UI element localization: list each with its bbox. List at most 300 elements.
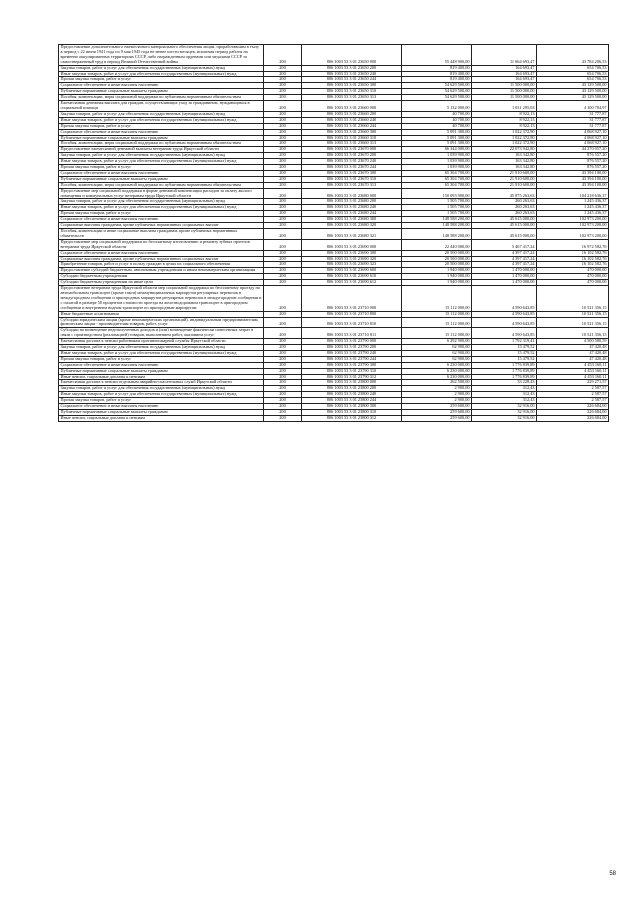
row-budget-code: 806 1003 53 3 01 23690 000 [302, 239, 402, 250]
row-remaining-amount: 31 777,87 [537, 117, 609, 123]
row-code: 200 [264, 392, 302, 398]
row-name: Иные закупки товаров, работ и услуг для обеспечения государственных (муниципальных) нужд [59, 117, 264, 123]
row-code: 200 [264, 398, 302, 404]
table-row [59, 65, 609, 71]
row-executed-amount: 1 031 295,03 [472, 101, 537, 112]
row-name: Пособия, компенсации, меры социальной поддержки по публичным нормативным обязательствам [59, 182, 264, 188]
row-budget-code: 806 1003 53 3 01 23800 244 [302, 398, 402, 404]
row-executed-amount: 4 590 643,85 [472, 317, 537, 328]
row-remaining-amount: 43 394 100,00 [537, 176, 609, 182]
row-code: 200 [264, 374, 302, 380]
row-executed-amount: 4 397 417,24 [472, 250, 537, 256]
row-budget-code: 806 1003 53 3 01 23680 244 [302, 211, 402, 217]
table-row [59, 135, 609, 141]
row-code: 200 [264, 123, 302, 129]
table-row [59, 380, 609, 386]
row-remaining-amount: 10 521 356,15 [537, 286, 609, 312]
row-executed-amount: 33 228,43 [472, 380, 537, 386]
row-executed-amount: 22 073 942,80 [472, 147, 537, 153]
row-approved-amount: 62 900,00 [402, 356, 472, 362]
row-name: Социальное обеспечение и иные выплаты населению [59, 83, 264, 89]
row-name: Иные закупки товаров, работ и услуг для обеспечения государственных (муниципальных) нужд [59, 350, 264, 356]
row-executed-amount: 21 910 600,00 [472, 176, 537, 182]
page-number: 58 [609, 871, 616, 877]
row-code: 200 [264, 404, 302, 410]
row-remaining-amount: 10 521 356,15 [537, 311, 609, 317]
table-row [59, 362, 609, 368]
row-approved-amount: 1 940 000,00 [402, 274, 472, 280]
row-code: 200 [264, 159, 302, 165]
row-approved-amount: 5 091 300,00 [402, 129, 472, 135]
row-executed-amount: 1 470 000,00 [472, 274, 537, 280]
row-remaining-amount: 876 557,20 [537, 159, 609, 165]
row-executed-amount: 163 342,80 [472, 159, 537, 165]
row-name: Пособия, компенсации, меры социальной поддержки по публичным нормативным обязательствам [59, 95, 264, 101]
table-row [59, 410, 609, 416]
row-executed-amount: 45 615 000,00 [472, 229, 537, 240]
table-row [59, 159, 609, 165]
row-code: 200 [264, 147, 302, 153]
row-executed-amount: 260 263,63 [472, 211, 537, 217]
row-executed-amount: 15 479,52 [472, 350, 537, 356]
row-budget-code: 806 1003 53 3 01 23790 300 [302, 362, 402, 368]
row-code: 200 [264, 328, 302, 339]
table-row [59, 89, 609, 95]
row-approved-amount: 148 588 200,00 [402, 229, 472, 240]
row-budget-code: 806 1003 53 3 01 23650 200 [302, 65, 402, 71]
row-executed-amount: 1 470 000,00 [472, 268, 537, 274]
row-name: Предоставление субсидий бюджетным, автономным учреждениям и иным некоммерческим организациям [59, 268, 264, 274]
row-remaining-amount: 16 102 582,76 [537, 262, 609, 268]
row-approved-amount: 54 629 500,00 [402, 83, 472, 89]
row-name: Публичные нормативные социальные выплаты гражданам [59, 176, 264, 182]
table-row [59, 374, 609, 380]
row-budget-code: 806 1003 53 3 01 23680 000 [302, 188, 402, 199]
row-remaining-amount: 229 271,57 [537, 380, 609, 386]
table-row [59, 83, 609, 89]
row-approved-amount: 1 505 700,00 [402, 211, 472, 217]
row-name: Предоставление ежемесячной денежной выплаты ветеранам труда Иркутской области [59, 147, 264, 153]
table-row [59, 176, 609, 182]
row-budget-code: 806 1003 53 3 01 23680 321 [302, 229, 402, 240]
row-budget-code: 806 1003 53 3 01 23670 200 [302, 153, 402, 159]
row-remaining-amount: 4 453 160,11 [537, 374, 609, 380]
row-approved-amount: 148 588 200,00 [402, 223, 472, 229]
row-name: Субсидии бюджетным учреждениям на иные цели [59, 280, 264, 286]
table-row [59, 223, 609, 229]
row-budget-code: 806 1003 53 3 01 23660 000 [302, 101, 402, 112]
table-row [59, 111, 609, 117]
row-code: 200 [264, 311, 302, 317]
table-row [59, 286, 609, 312]
row-code: 200 [264, 410, 302, 416]
table-row [59, 153, 609, 159]
row-name: Закупка товаров, работ и услуг для обеспечения государственных (муниципальных) нужд [59, 199, 264, 205]
row-executed-amount: 312,43 [472, 398, 537, 404]
row-budget-code: 806 1003 53 3 01 23790 000 [302, 339, 402, 345]
row-executed-amount: 8 922,13 [472, 117, 537, 123]
row-name: Иные бюджетные ассигнования [59, 311, 264, 317]
row-remaining-amount: 4 100 704,97 [537, 101, 609, 112]
row-budget-code: 806 1003 53 3 01 23800 000 [302, 380, 402, 386]
row-budget-code: 806 1003 53 3 01 23670 244 [302, 165, 402, 171]
row-approved-amount: 15 112 000,00 [402, 328, 472, 339]
table-row [59, 129, 609, 135]
row-code: 200 [264, 199, 302, 205]
budget-table [58, 44, 609, 422]
row-approved-amount: 819 400,00 [402, 65, 472, 71]
row-code: 200 [264, 380, 302, 386]
row-code: 200 [264, 350, 302, 356]
row-name: Закупка товаров, работ и услуг для обеспечения государственных (муниципальных) нужд [59, 386, 264, 392]
row-remaining-amount: 1 245 436,37 [537, 199, 609, 205]
row-executed-amount: 5 467 417,24 [472, 239, 537, 250]
row-executed-amount: 11 500 000,00 [472, 89, 537, 95]
row-approved-amount: 6 230 000,00 [402, 374, 472, 380]
table-row [59, 392, 609, 398]
table-row [59, 95, 609, 101]
row-budget-code: 806 1003 53 3 01 23710 811 [302, 328, 402, 339]
row-code: 200 [264, 211, 302, 217]
table-row [59, 182, 609, 188]
row-budget-code: 806 1003 53 3 01 23690 320 [302, 256, 402, 262]
row-code: 200 [264, 217, 302, 223]
row-budget-code: 806 1003 53 3 01 23660 300 [302, 129, 402, 135]
row-remaining-amount: 226 684,00 [537, 404, 609, 410]
row-approved-amount: 40 700,00 [402, 117, 472, 123]
row-code: 200 [264, 65, 302, 71]
row-remaining-amount: 226 684,00 [537, 415, 609, 421]
row-executed-amount: 11 664 693,47 [472, 45, 537, 66]
row-code: 200 [264, 317, 302, 328]
row-code: 200 [264, 415, 302, 421]
row-executed-amount: 1 022 372,90 [472, 135, 537, 141]
table-row [59, 368, 609, 374]
row-budget-code: 806 1003 53 3 01 23790 200 [302, 345, 402, 351]
row-budget-code: 806 1003 53 3 01 23690 300 [302, 250, 402, 256]
row-name: Субсидии бюджетным учреждениям [59, 274, 264, 280]
row-remaining-amount: 102 973 200,00 [537, 217, 609, 223]
row-approved-amount: 40 700,00 [402, 123, 472, 129]
row-code: 200 [264, 83, 302, 89]
row-approved-amount: 259 600,00 [402, 415, 472, 421]
row-code: 200 [264, 362, 302, 368]
row-executed-amount: 11 500 000,00 [472, 95, 537, 101]
row-approved-amount: 1 940 000,00 [402, 280, 472, 286]
row-name: Предоставление дополнительного ежемесячного материального обеспечения лицам, проработавшим в тылу в период с 22 июня 1941 года по 9 мая 1945 года не менее шести месяцев, исключая период работы на временно оккупированных территориях СССР, либо награжденным орденами или медалями СССР за самоотверженный труд в период Великой Отечественной войны [59, 45, 264, 66]
row-code: 200 [264, 89, 302, 95]
table-row [59, 229, 609, 240]
row-remaining-amount: 16 972 582,76 [537, 239, 609, 250]
row-name: Прочая закупка товаров, работ и услуг [59, 398, 264, 404]
row-remaining-amount: 470 000,00 [537, 268, 609, 274]
row-budget-code: 806 1003 53 3 01 23650 300 [302, 83, 402, 89]
row-approved-amount: 15 112 000,00 [402, 311, 472, 317]
row-budget-code: 806 1003 53 3 01 23670 000 [302, 147, 402, 153]
row-budget-code: 806 1003 53 3 01 23800 312 [302, 415, 402, 421]
row-remaining-amount: 43 129 500,00 [537, 83, 609, 89]
row-approved-amount: 819 400,00 [402, 71, 472, 77]
row-executed-amount: 1 776 839,89 [472, 374, 537, 380]
row-remaining-amount: 31 777,87 [537, 123, 609, 129]
row-budget-code: 806 1003 53 3 01 23790 310 [302, 368, 402, 374]
row-code: 200 [264, 141, 302, 147]
row-executed-amount: 312,43 [472, 386, 537, 392]
row-code: 200 [264, 205, 302, 211]
table-row [59, 386, 609, 392]
table-row [59, 350, 609, 356]
row-remaining-amount: 43 394 100,00 [537, 182, 609, 188]
row-executed-amount: 260 263,63 [472, 205, 537, 211]
row-remaining-amount: 102 973 200,00 [537, 229, 609, 240]
table-row [59, 262, 609, 268]
row-code: 200 [264, 71, 302, 77]
row-name: Предоставление мер социальной поддержки в форме денежной компенсации расходов за оплату жилого помещения и коммунальных услуг ветеранам труда Иркутской области [59, 188, 264, 199]
row-approved-amount: 54 629 500,00 [402, 89, 472, 95]
row-name: Ежемесячная денежная выплата для граждан, осуществляющих уход за гражданином, нуждающимся в социальной помощи [59, 101, 264, 112]
row-name: Социальные выплаты гражданам, кроме публичных нормативных социальных выплат [59, 223, 264, 229]
row-remaining-amount: 876 557,20 [537, 165, 609, 171]
row-code: 200 [264, 77, 302, 83]
row-code: 200 [264, 239, 302, 250]
row-remaining-amount: 31 777,87 [537, 111, 609, 117]
row-name: Иные закупки товаров, работ и услуг для обеспечения государственных (муниципальных) нужд [59, 392, 264, 398]
row-approved-amount: 1 505 700,00 [402, 205, 472, 211]
row-remaining-amount: 1 245 436,37 [537, 205, 609, 211]
row-approved-amount: 5 091 300,00 [402, 141, 472, 147]
row-approved-amount: 40 700,00 [402, 111, 472, 117]
row-code: 200 [264, 339, 302, 345]
row-code: 200 [264, 229, 302, 240]
row-executed-amount: 45 615 000,00 [472, 217, 537, 223]
table-row [59, 345, 609, 351]
row-approved-amount: 259 600,00 [402, 410, 472, 416]
row-code: 200 [264, 286, 302, 312]
row-budget-code: 806 1003 53 3 01 23670 310 [302, 176, 402, 182]
row-remaining-amount: 47 420,48 [537, 350, 609, 356]
row-budget-code: 806 1003 53 3 01 23680 300 [302, 217, 402, 223]
row-approved-amount: 6 292 900,00 [402, 339, 472, 345]
row-approved-amount: 259 600,00 [402, 404, 472, 410]
row-executed-amount: 11 500 000,00 [472, 83, 537, 89]
row-budget-code: 806 1003 53 3 01 23650 313 [302, 95, 402, 101]
row-executed-amount: 260 263,63 [472, 199, 537, 205]
row-name: Социальное обеспечение и иные выплаты населению [59, 250, 264, 256]
row-executed-amount: 1 792 319,41 [472, 339, 537, 345]
row-remaining-amount: 226 684,00 [537, 410, 609, 416]
row-name: Предоставление мер социальной поддержки по бесплатному изготовлению и ремонту зубных протезов ветеранам труда Иркутской области [59, 239, 264, 250]
table-row [59, 147, 609, 153]
row-remaining-amount: 470 000,00 [537, 280, 609, 286]
row-approved-amount: 65 304 700,00 [402, 182, 472, 188]
row-remaining-amount: 43 394 100,00 [537, 170, 609, 176]
row-name: Приобретение товаров, работ и услуг в пользу граждан в целях их социального обеспечения [59, 262, 264, 268]
row-budget-code: 806 1003 53 3 01 23670 300 [302, 170, 402, 176]
table-row [59, 268, 609, 274]
row-executed-amount: 163 342,80 [472, 153, 537, 159]
row-approved-amount: 148 588 200,00 [402, 217, 472, 223]
row-name: Социальное обеспечение и иные выплаты населению [59, 217, 264, 223]
row-remaining-amount: 1 245 436,37 [537, 211, 609, 217]
row-remaining-amount: 470 000,00 [537, 274, 609, 280]
table-row [59, 339, 609, 345]
row-name: Пособия, компенсации, меры социальной поддержки по публичным нормативным обязательствам [59, 141, 264, 147]
row-executed-amount: 32 916,00 [472, 410, 537, 416]
row-approved-amount: 20 500 000,00 [402, 262, 472, 268]
row-code: 200 [264, 356, 302, 362]
row-remaining-amount: 876 557,20 [537, 153, 609, 159]
budget-execution-sheet [58, 44, 608, 422]
row-executed-amount: 4 590 643,85 [472, 286, 537, 312]
table-row [59, 256, 609, 262]
row-remaining-amount: 10 521 356,15 [537, 328, 609, 339]
row-name: Социальные выплаты гражданам, кроме публичных нормативных социальных выплат [59, 256, 264, 262]
row-budget-code: 806 1003 53 3 01 23690 600 [302, 268, 402, 274]
row-executed-amount: 4 397 417,24 [472, 262, 537, 268]
row-budget-code: 806 1003 53 3 01 23800 310 [302, 410, 402, 416]
row-remaining-amount: 2 587,57 [537, 392, 609, 398]
row-executed-amount: 4 590 643,85 [472, 328, 537, 339]
table-row [59, 404, 609, 410]
row-remaining-amount: 47 420,48 [537, 356, 609, 362]
table-row [59, 199, 609, 205]
table-row [59, 117, 609, 123]
table-row [59, 328, 609, 339]
row-budget-code: 806 1003 53 3 01 23680 200 [302, 199, 402, 205]
row-code: 200 [264, 268, 302, 274]
row-budget-code: 806 1003 53 3 01 23800 240 [302, 392, 402, 398]
row-remaining-amount: 102 973 200,00 [537, 223, 609, 229]
table-row [59, 250, 609, 256]
row-name: Иные закупки товаров, работ и услуг для обеспечения государственных (муниципальных) нужд [59, 71, 264, 77]
row-approved-amount: 262 500,00 [402, 380, 472, 386]
row-executed-amount: 4 590 643,85 [472, 311, 537, 317]
row-name: Социальное обеспечение и иные выплаты населению [59, 404, 264, 410]
row-name: Закупка товаров, работ и услуг для обеспечения государственных (муниципальных) нужд [59, 65, 264, 71]
row-budget-code: 806 1003 53 3 01 23660 240 [302, 117, 402, 123]
row-code: 200 [264, 280, 302, 286]
row-name: Иные закупки товаров, работ и услуг для обеспечения государственных (муниципальных) нужд [59, 205, 264, 211]
row-code: 200 [264, 101, 302, 112]
row-approved-amount: 65 304 700,00 [402, 176, 472, 182]
row-remaining-amount: 47 420,48 [537, 345, 609, 351]
table-row [59, 317, 609, 328]
row-approved-amount: 1 039 900,00 [402, 165, 472, 171]
row-approved-amount: 2 900,00 [402, 398, 472, 404]
row-code: 200 [264, 386, 302, 392]
row-executed-amount: 8 922,13 [472, 123, 537, 129]
row-approved-amount: 6 230 000,00 [402, 362, 472, 368]
row-approved-amount: 150 093 900,00 [402, 188, 472, 199]
row-approved-amount: 1 505 700,00 [402, 199, 472, 205]
row-approved-amount: 5 091 300,00 [402, 135, 472, 141]
row-remaining-amount: 43 784 206,53 [537, 45, 609, 66]
row-approved-amount: 20 500 000,00 [402, 250, 472, 256]
budget-table-body [59, 45, 609, 422]
row-approved-amount: 55 448 900,00 [402, 45, 472, 66]
table-row [59, 280, 609, 286]
row-remaining-amount: 4 453 160,11 [537, 362, 609, 368]
row-approved-amount: 6 230 000,00 [402, 368, 472, 374]
row-executed-amount: 1 470 000,00 [472, 280, 537, 286]
row-remaining-amount: 4 068 927,10 [537, 141, 609, 147]
row-name: Социальное обеспечение и иные выплаты населению [59, 170, 264, 176]
row-name: Закупка товаров, работ и услуг для обеспечения государственных (муниципальных) нужд [59, 345, 264, 351]
row-remaining-amount: 2 587,57 [537, 386, 609, 392]
row-remaining-amount: 4 068 927,10 [537, 135, 609, 141]
row-name: Социальное обеспечение и иные выплаты населению [59, 129, 264, 135]
table-row [59, 45, 609, 66]
row-name: Пособия, компенсации и иные социальные выплаты гражданам, кроме публичных нормативных обязательств [59, 229, 264, 240]
row-name: Ежемесячная доплата к пенсии работникам противопожарной службы Иркутской области [59, 339, 264, 345]
row-executed-amount: 164 693,47 [472, 65, 537, 71]
row-code: 200 [264, 345, 302, 351]
row-budget-code: 806 1003 53 3 01 23650 244 [302, 77, 402, 83]
row-budget-code: 806 1003 53 3 01 23800 200 [302, 386, 402, 392]
row-code: 200 [264, 188, 302, 199]
row-remaining-amount: 2 587,57 [537, 398, 609, 404]
table-row [59, 217, 609, 223]
row-code: 200 [264, 223, 302, 229]
row-name: Прочая закупка товаров, работ и услуг [59, 77, 264, 83]
row-name: Закупка товаров, работ и услуг для обеспечения государственных (муниципальных) нужд [59, 111, 264, 117]
row-approved-amount: 1 039 900,00 [402, 153, 472, 159]
row-executed-amount: 164 693,47 [472, 77, 537, 83]
row-code: 200 [264, 170, 302, 176]
row-budget-code: 806 1003 53 3 01 23690 610 [302, 274, 402, 280]
row-code: 200 [264, 368, 302, 374]
row-code: 200 [264, 111, 302, 117]
row-budget-code: 806 1003 53 3 01 23800 300 [302, 404, 402, 410]
table-row [59, 205, 609, 211]
row-executed-amount: 15 479,52 [472, 345, 537, 351]
row-name: Социальное обеспечение и иные выплаты населению [59, 362, 264, 368]
row-approved-amount: 15 112 000,00 [402, 317, 472, 328]
row-approved-amount: 2 900,00 [402, 392, 472, 398]
row-name: Прочая закупка товаров, работ и услуг [59, 165, 264, 171]
table-row [59, 170, 609, 176]
row-code: 200 [264, 182, 302, 188]
row-remaining-amount: 4 068 927,10 [537, 129, 609, 135]
row-budget-code: 806 1003 53 3 01 23660 244 [302, 123, 402, 129]
row-executed-amount: 163 342,80 [472, 165, 537, 171]
row-executed-amount: 32 916,00 [472, 415, 537, 421]
row-approved-amount: 66 344 000,00 [402, 147, 472, 153]
row-code: 200 [264, 274, 302, 280]
row-approved-amount: 819 400,00 [402, 77, 472, 83]
row-budget-code: 806 1003 53 3 01 23710 810 [302, 317, 402, 328]
row-name: Публичные нормативные социальные выплаты гражданам [59, 368, 264, 374]
row-approved-amount: 65 304 700,00 [402, 170, 472, 176]
row-executed-amount: 1 776 839,89 [472, 368, 537, 374]
row-budget-code: 806 1003 53 3 01 23670 240 [302, 159, 402, 165]
row-name: Публичные нормативные социальные выплаты гражданам [59, 135, 264, 141]
row-remaining-amount: 104 218 636,37 [537, 188, 609, 199]
row-remaining-amount: 16 102 582,76 [537, 256, 609, 262]
table-row [59, 101, 609, 112]
row-name: Иные пенсии, социальные доплаты к пенсиям [59, 415, 264, 421]
row-budget-code: 806 1003 53 3 01 23650 240 [302, 71, 402, 77]
row-budget-code: 806 1003 53 3 01 23710 000 [302, 286, 402, 312]
row-budget-code: 806 1003 53 3 01 23790 240 [302, 350, 402, 356]
row-budget-code: 806 1003 53 3 01 23650 000 [302, 45, 402, 66]
row-code: 200 [264, 176, 302, 182]
row-code: 200 [264, 95, 302, 101]
row-budget-code: 806 1003 53 3 01 23670 313 [302, 182, 402, 188]
row-name: Субсидии юридическим лицам (кроме некоммерческих организаций), индивидуальным предпринимателям, физическим лицам - производителям товаров, работ, услуг [59, 317, 264, 328]
row-code: 200 [264, 262, 302, 268]
row-approved-amount: 54 629 500,00 [402, 95, 472, 101]
